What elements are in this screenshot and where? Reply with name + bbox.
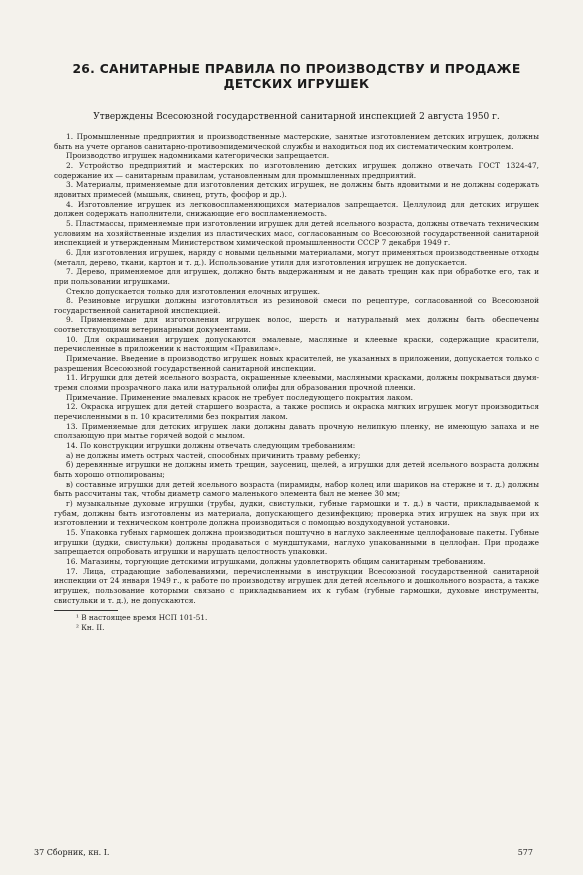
paragraph-6: 6. Для изготовления игрушек, наряду с новыми цельными материалами, могут применяться производственные отходы (металл, дерево, ткани, картон и т. д.). Использование утиля для изготовления игрушек не допускается.	[54, 247, 539, 267]
page-title: 26. САНИТАРНЫЕ ПРАВИЛА ПО ПРОИЗВОДСТВУ И ПРОДАЖЕ ДЕТСКИХ ИГРУШЕК	[72, 62, 521, 91]
rules-body	[54, 132, 539, 605]
paragraph-13: 13. Применяемые для детских игрушек лаки должны давать прочную нелипкую пленку, не имеющую запаха и не сползающую при мытье горячей водой с мылом.	[54, 421, 539, 441]
signature-mark: 37 Сборник, кн. I.	[34, 848, 110, 857]
paragraph-4: 4. Изготовление игрушек из легковоспламеняющихся материалов запрещается. Целлулоид для детских игрушек должен содержать наполнители, снижающие его воспламеняемость.	[54, 199, 539, 219]
page-footer	[0, 848, 583, 857]
page-number: 577	[517, 848, 533, 857]
paragraph-11: 11. Игрушки для детей ясельного возраста, окрашенные клеевыми, масляными красками, должны покрываться двумя-тремя слоями прозрачного лака или натуральной олифы для образования прочной пленки.	[54, 373, 539, 393]
paragraph-10: 10. Для окрашивания игрушек допускаются эмалевые, масляные и клеевые краски, содержащие красители, перечисленные в приложении к настоящим «Правилам».	[54, 334, 539, 354]
paragraph-9: 9. Применяемые для изготовления игрушек волос, шерсть и натуральный мех должны быть обеспечены соответствующими ветеринарными документами.	[54, 315, 539, 335]
paragraph-17: 17. Лица, страдающие заболеваниями, перечисленными в инструкции Всесоюзной государственной санитарной инспекции от 24 января 1949 г., к работе по производству игрушек для детей ясельного и дошкольного возраста, а также игрушек, пользование которыми связано с прикладыванием их к губам (губные гармошки, духовые инструменты, свистульки и т. д.), не допускаются.	[54, 566, 539, 605]
paragraph-10-note: Примечание. Введение в производство игрушек новых красителей, не указанных в приложении, допускается только с разрешения Всесоюзной государственной санитарной инспекции.	[54, 354, 539, 373]
paragraph-15: 15. Упаковка губных гармошек должна производиться поштучно в наглухо заклеенные целлофановые пакеты. Губные игрушки (дудки, свистульки) должны продаваться с мундштуками, наглухо упакованными в целлофан. При продаже запрещается опробовать игрушки и нарушать целостность упаковки.	[54, 527, 539, 557]
paragraph-14-d: г) музыкальные духовые игрушки (трубы, дудки, свистульки, губные гармошки и т. д.) в части, прикладываемой к губам, должны быть изготовлены из материала, допускающего дезинфекцию; проверка этих игрушек на звук при их изготовлении и техническом контроле должна производиться с помощью воздуходувной установки.	[54, 498, 539, 528]
paragraph-14: 14. По конструкции игрушки должны отвечать следующим требованиям:	[66, 441, 356, 450]
approval-line: Утверждены Всесоюзной государственной санитарной инспекцией 2 августа 1950 г.	[93, 112, 500, 122]
paragraph-11-note: Примечание. Применение эмалевых красок не требует последующего покрытия лаком.	[66, 392, 413, 402]
paragraph-14-a: а) не должны иметь острых частей, способных причинить травму ребенку;	[66, 450, 361, 460]
paragraph-1-note: Производство игрушек надомниками категорически запрещается.	[66, 151, 330, 161]
footnote-1: ¹ В настоящее время НСП 101-51.	[76, 613, 208, 623]
paragraph-12: 12. Окраска игрушек для детей старшего возраста, а также роспись и окраска мягких игрушек могут производиться перечисленными в п. 10 красителями без покрытия лаком.	[54, 402, 539, 422]
paragraph-14-c: в) составные игрушки для детей ясельного возраста (пирамиды, набор колец или шариков на стержне и т. д.) должны быть рассчитаны так, чтобы диаметр самого маленького элемента был не менее 30 мм;	[54, 479, 539, 499]
footnote-2: ² Кн. II.	[76, 623, 105, 633]
paragraph-14-b: б) деревянные игрушки не должны иметь трещин, заусениц, щелей, а игрушки для детей ясельного возраста должны быть хорошо отполированы;	[54, 460, 539, 479]
paragraph-16: 16. Магазины, торгующие детскими игрушками, должны удовлетворять общим санитарным требованиям.	[66, 556, 486, 566]
footnote-divider	[54, 610, 118, 611]
paragraph-3: 3. Материалы, применяемые для изготовления детских игрушек, не должны быть ядовитыми и не должны содержать ядовитых примесей (мышьяк, свинец, ртуть, фосфор и др.).	[54, 180, 539, 199]
paragraph-7-glass: Стекло допускается только для изготовления елочных игрушек.	[66, 286, 320, 296]
paragraph-7: 7. Дерево, применяемое для игрушек, должно быть выдержанным и не давать трещин как при обработке его, так и при пользовании игрушками.	[54, 267, 539, 286]
paragraph-8: 8. Резиновые игрушки должны изготовляться из резиновой смеси по рецептуре, согласованной со Всесоюзной государственной санитарной инспекцией.	[54, 296, 539, 315]
paragraph-1: 1. Промышленные предприятия и производственные мастерские, занятые изготовлением детских игрушек, должны быть на учете органов санитарно-противоэпидемической службы и находиться под их систематическим контролем.	[54, 132, 539, 151]
paragraph-2: 2. Устройство предприятий и мастерских по изготовлению детских игрушек должно отвечать ГОСТ 1324-47, содержание их — санитарным правилам, установленным для промышленных предприятий.	[54, 160, 539, 180]
paragraph-5: 5. Пластмассы, применяемые при изготовлении игрушек для детей ясельного возраста, должны отвечать техническим условиям на хозяйственные изделия из пластических масс, согласованным со Всесоюзной государственной санитарной инспекцией и утвержденным Министерством химической промышленности СССР 7 декабря 1949 г.	[54, 218, 539, 248]
